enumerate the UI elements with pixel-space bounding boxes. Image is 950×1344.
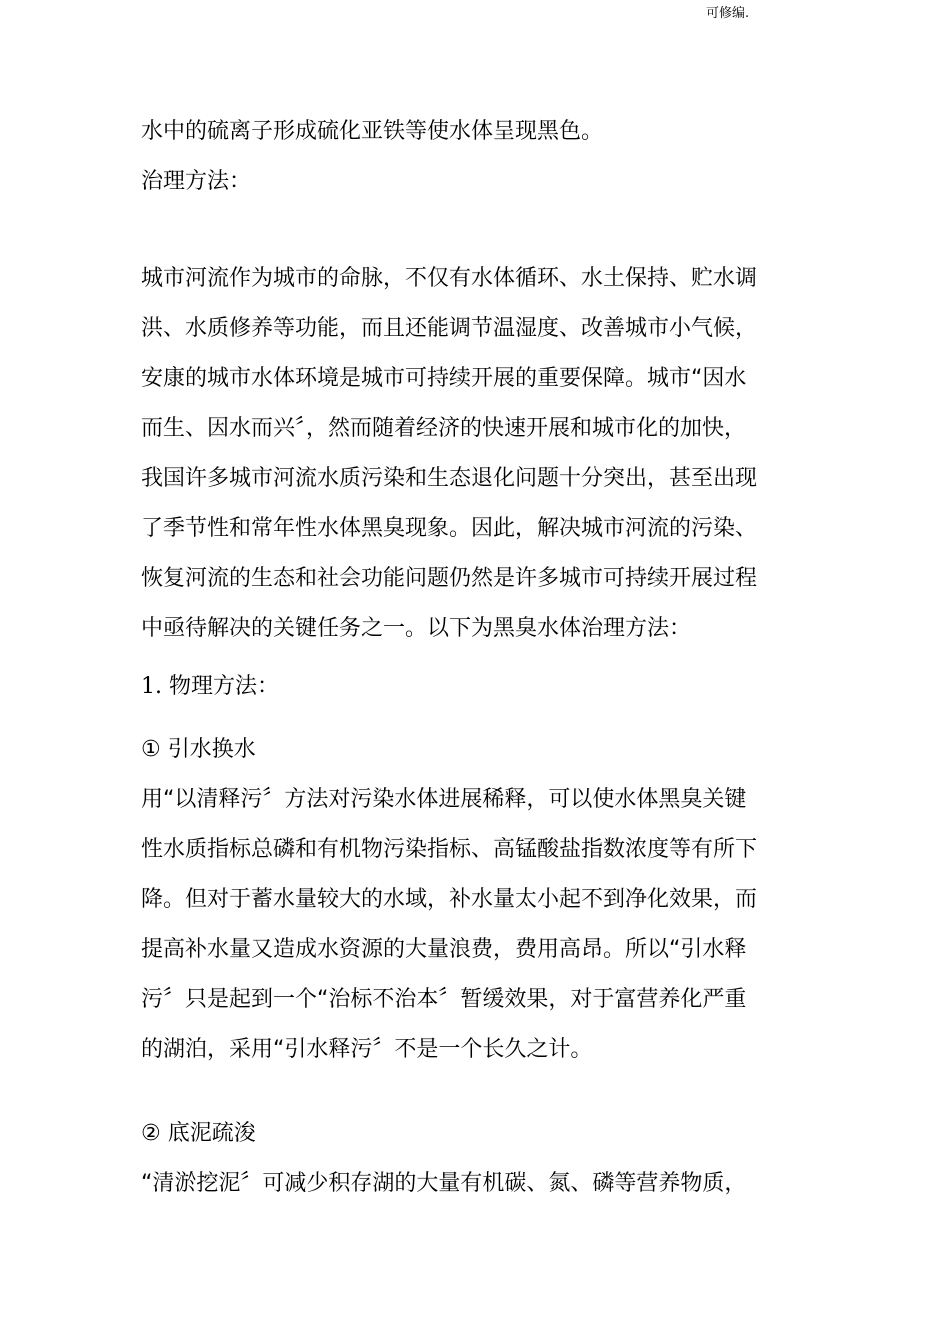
text-line: 用“以清释污〞方法对污染水体进展稀释，可以使水体黑臭关键 [141, 787, 747, 812]
text-line: 了季节性和常年性水体黑臭现象。因此，解决城市河流的污染、 [141, 516, 758, 541]
text-line: 水中的硫离子形成硫化亚铁等使水体呈现黑色。 [141, 119, 604, 144]
text-line: 性水质指标总磷和有机物污染指标、高锰酸盐指数浓度等有所下 [141, 837, 758, 862]
text-line: 中亟待解决的关键任务之一。以下为黑臭水体治理方法： [141, 616, 692, 641]
text-line: 洪、水质修养等功能，而且还能调节温湿度、改善城市小气候， [141, 316, 758, 341]
text-line: 安康的城市水体环境是城市可持续开展的重要保障。城市“因水 [141, 366, 747, 391]
header-note: 可修编. [706, 6, 750, 21]
item-heading-sediment-dredging: ② 底泥疏浚 [141, 1121, 256, 1146]
heading-governance-methods: 治理方法： [141, 169, 252, 194]
text-line: 我国许多城市河流水质污染和生态退化问题十分突出，甚至出现 [141, 466, 758, 491]
item-heading-water-diversion: ① 引水换水 [141, 737, 256, 762]
text-line: 提高补水量又造成水资源的大量浪费，费用高昂。所以“引水释 [141, 937, 747, 962]
section-heading-physical-methods: 1. 物理方法： [141, 674, 279, 699]
text-line: 的湖泊，采用“引水释污〞不是一个长久之计。 [141, 1037, 593, 1062]
text-line: 城市河流作为城市的命脉，不仅有水体循环、水土保持、贮水调 [141, 266, 758, 291]
text-line: 而生、因水而兴〞，然而随着经济的快速开展和城市化的加快， [141, 416, 747, 441]
text-line: 降。但对于蓄水量较大的水域，补水量太小起不到净化效果，而 [141, 887, 758, 912]
text-line: 恢复河流的生态和社会功能问题仍然是许多城市可持续开展过程 [141, 566, 758, 591]
text-line: 污〞只是起到一个“治标不治本〞暂缓效果，对于富营养化严重 [141, 987, 747, 1012]
text-line: “清淤挖泥〞可减少积存湖的大量有机碳、氮、磷等营养物质， [141, 1171, 747, 1196]
